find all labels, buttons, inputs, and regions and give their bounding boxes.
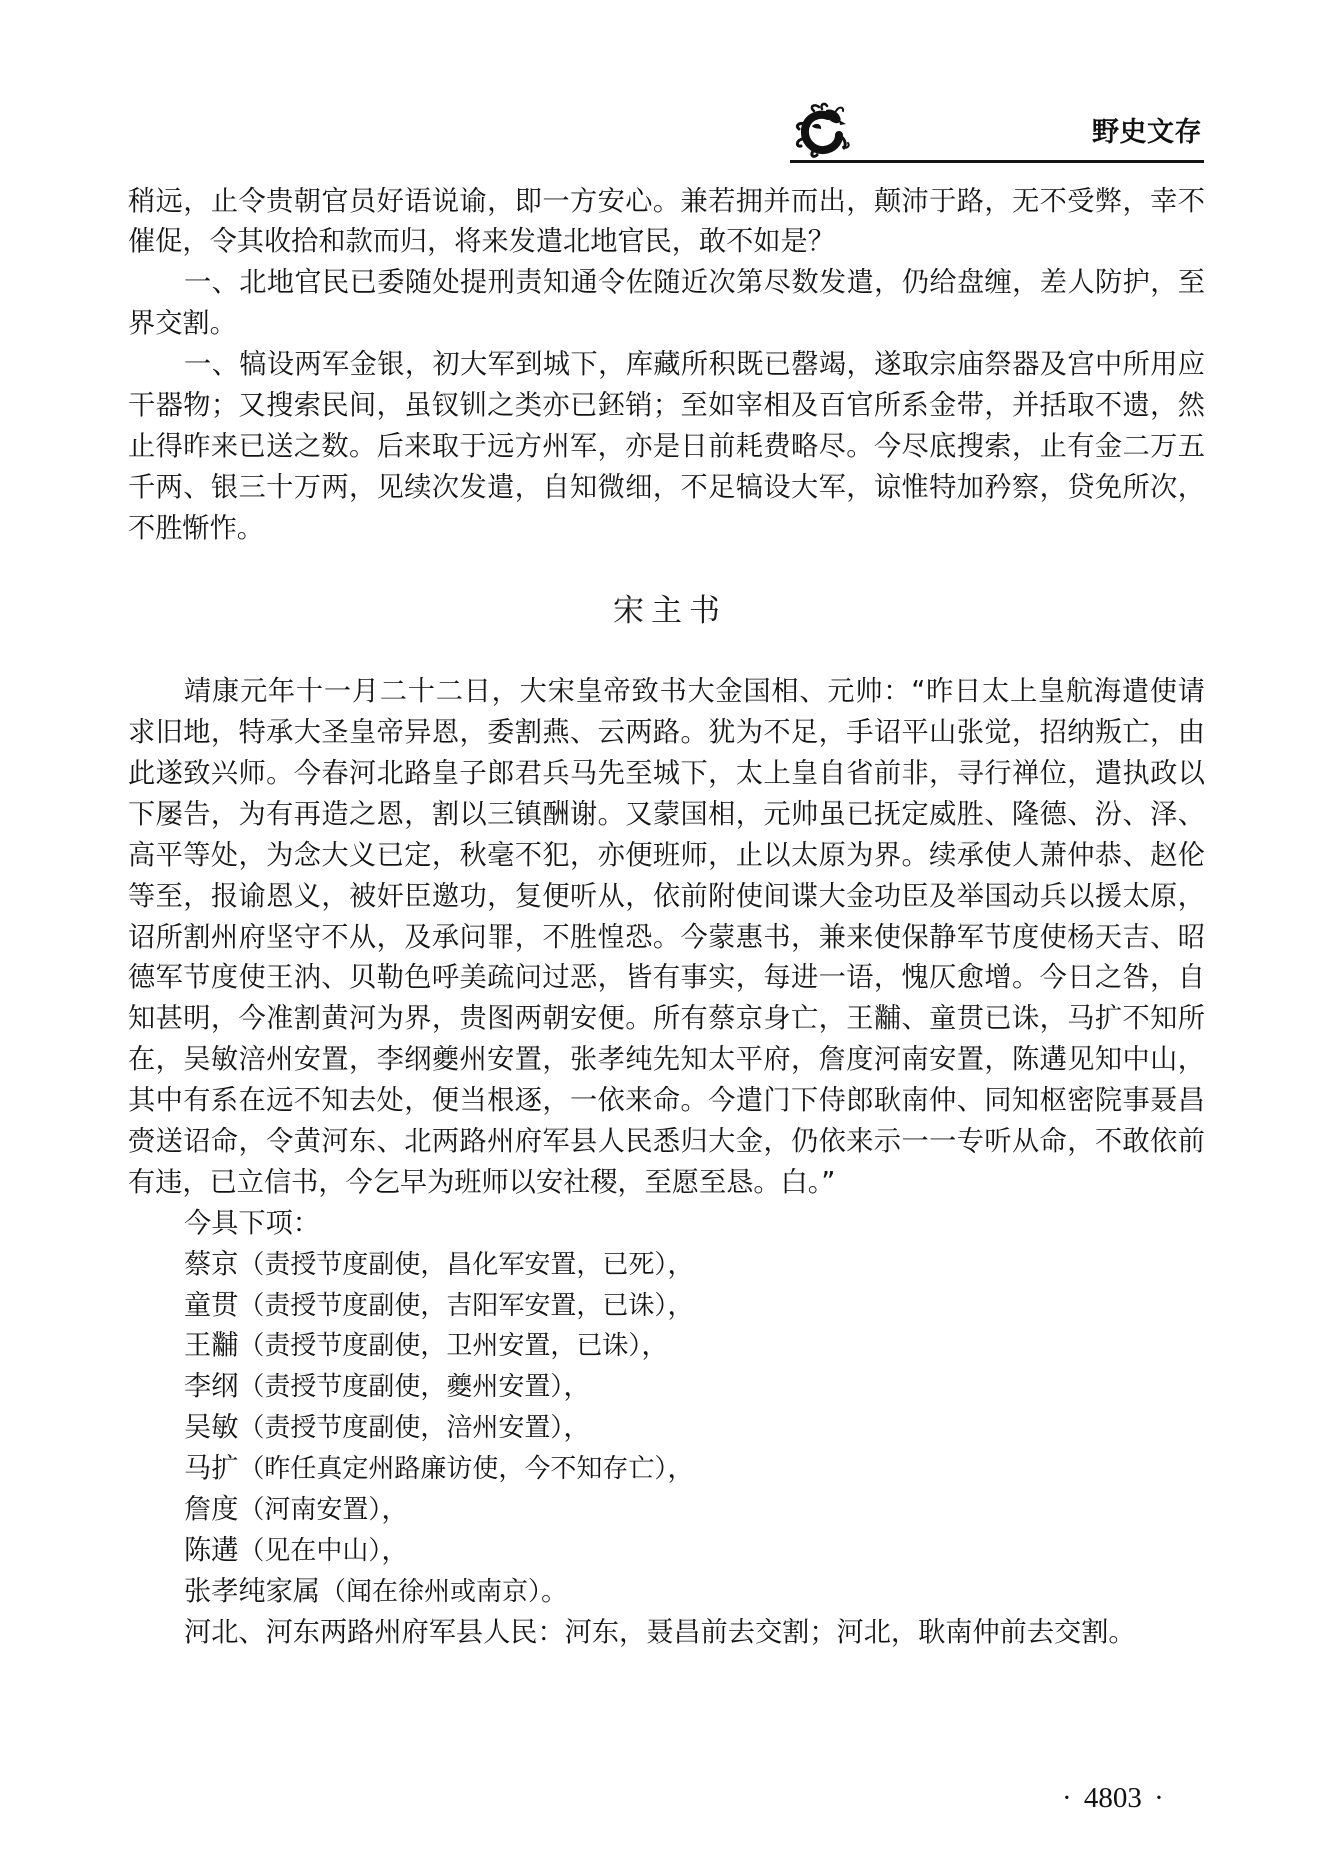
closing-line: 河北、河东两路州府军县人民：河东，聂昌前去交割；河北，耿南仲前去交割。: [184, 1616, 1136, 1648]
series-title: 野史文存: [1092, 117, 1202, 148]
text-line: 有违，已立信书，今乞早为班师以安社稷，至愿至恳。白。”: [128, 1166, 836, 1198]
text-line: 不胜惭怍。: [128, 512, 264, 544]
list-item: [128, 1449, 1205, 1490]
text-line: 一、北地官民已委随处提刑责知通令佐随近次第尽数发遣，仍给盘缠，差人防护，至: [184, 267, 1205, 299]
text-line: 止得昨来已送之数。后来取于远方州军，亦是日前耗费略尽。今尽底搜索，止有金二万五: [128, 430, 1205, 462]
list-item-note: （责授节度副使，吉阳军安置，已诛）: [238, 1290, 668, 1321]
dragon-emblem-icon: [792, 102, 852, 158]
letter-paragraph: [128, 672, 1205, 1204]
text-line: 千两、银三十万两，见续次发遣，自知微细，不足犒设大军，谅惟特加矜察，贷免所次，: [128, 471, 1205, 503]
list-item-punct: ，: [381, 1494, 409, 1526]
list-item: [128, 1531, 1205, 1572]
text-line: 诏所割州府坚守不从，及承问罪，不胜惶恐。今蒙惠书，兼来使保静军节度使杨天吉、昭: [128, 921, 1205, 953]
text-line: 界交割。: [128, 308, 237, 340]
list-item: [128, 1367, 1205, 1408]
list-item-punct: ，: [381, 1534, 409, 1566]
list-item-note: （河南安置）: [238, 1495, 382, 1526]
text-line: 等至，报谕恩义，被奸臣邀功，复便听从，依前附使间谍大金功臣及举国动兵以援太原，: [128, 880, 1205, 912]
list-item-note: （责授节度副使，昌化军安置，已死）: [238, 1249, 668, 1280]
official-list: [128, 1245, 1205, 1613]
text-line: 高平等处，为念大义已定，秋毫不犯，亦便班师，止以太原为界。续承使人萧仲恭、赵伦: [128, 839, 1205, 871]
list-item-name: 李纲: [184, 1371, 239, 1403]
list-item-name: 蔡京: [184, 1248, 239, 1280]
text-block: [128, 182, 1205, 1654]
text-line: 靖康元年十一月二十二日，大宋皇帝致书大金国相、元帅：“昨日太上皇航海遣使请: [184, 676, 1205, 708]
text-line: 此遂致兴师。今春河北路皇子郎君兵马先至城下，太上皇自省前非，寻行禅位，遣执政以: [128, 757, 1205, 789]
list-item-name: 张孝纯家属: [184, 1575, 320, 1607]
list-item-note: （责授节度副使，夔州安置）: [238, 1372, 564, 1403]
list-item: [128, 1286, 1205, 1327]
text-line: 干器物；又搜索民间，虽钗钏之类亦已鉟销；至如宰相及百官所系金带，并括取不遗，然: [128, 389, 1205, 421]
list-item-name: 詹度: [184, 1494, 239, 1526]
section-title: 宋主书: [613, 592, 727, 629]
text-line: 其中有系在远不知去处，便当根逐，一依来命。今遣门下侍郎耿南仲、同知枢密院事聂昌: [128, 1085, 1205, 1117]
list-item-punct: ，: [563, 1371, 591, 1403]
text-line: 赍送诏命，令黄河东、北两路州府军县人民悉归大金，仍依来示一一专听从命，不敢依前: [128, 1126, 1205, 1157]
list-item-note: （见在中山）: [238, 1535, 382, 1566]
list-item-name: 童贯: [184, 1289, 239, 1321]
text-line: 催促，令其收拾和款而归，将来发遣北地官民，敢不如是？: [128, 226, 835, 258]
list-item: [128, 1408, 1205, 1449]
text-line: 稍远，止令贵朝官员好语说谕，即一方安心。兼若拥并而出，颠沛于路，无不受弊，幸不: [128, 185, 1205, 217]
text-line: 下屡告，为有再造之恩，割以三镇酬谢。又蒙国相，元帅虽已抚定威胜、隆德、汾、泽、: [128, 798, 1205, 830]
text-line: 在，吴敏涪州安置，李纲夔州安置，张孝纯先知太平府，詹度河南安置，陈遘见知中山，: [128, 1044, 1205, 1076]
list-item-punct: ，: [667, 1453, 695, 1485]
continued-paragraph: [128, 182, 1205, 264]
list-item-punct: 。: [540, 1575, 569, 1607]
header-rule: [790, 160, 1204, 163]
list-item-note: （责授节度副使，涪州安置）: [238, 1413, 564, 1444]
item-paragraph: [128, 263, 1205, 345]
list-item-punct: ，: [667, 1248, 695, 1280]
text-line: 求旧地，特承大圣皇帝异恩，委割燕、云两路。犹为不足，手诏平山张觉，招纳叛亡，由: [128, 717, 1205, 749]
list-item-note: （昨任真定州路廉访使，今不知存亡）: [238, 1454, 668, 1485]
list-item-note: （闻在徐州或南京）: [319, 1576, 541, 1607]
list-item: [128, 1572, 1205, 1613]
list-item-note: （责授节度副使，卫州安置，已诛）: [238, 1331, 642, 1362]
text-line: 一、犒设两军金银，初大军到城下，库藏所积既已罄竭，遂取宗庙祭器及宫中所用应: [184, 349, 1205, 381]
item-paragraph: [128, 345, 1205, 549]
text-line: 知甚明，今准割黄河为界，贵图两朝安便。所有蔡京身亡，王黼、童贯已诛，马扩不知所: [128, 1003, 1205, 1035]
list-item: [128, 1326, 1205, 1367]
page-number: · 4803 ·: [1062, 1782, 1164, 1814]
list-item-name: 王黼: [184, 1330, 239, 1362]
list-item-punct: ，: [563, 1412, 591, 1444]
list-item-punct: ，: [667, 1289, 695, 1321]
list-intro: 今具下项：: [184, 1207, 320, 1239]
text-line: 德军节度使王汭、贝勒色呼美疏问过恶，皆有事实，每进一语，愧仄愈增。今日之咎，自: [128, 962, 1205, 994]
list-item: [128, 1245, 1205, 1286]
list-item-name: 吴敏: [184, 1412, 239, 1444]
list-item-name: 马扩: [184, 1453, 239, 1485]
list-item-name: 陈遘: [184, 1534, 239, 1566]
list-item-punct: ，: [641, 1330, 669, 1362]
list-item: [128, 1490, 1205, 1531]
